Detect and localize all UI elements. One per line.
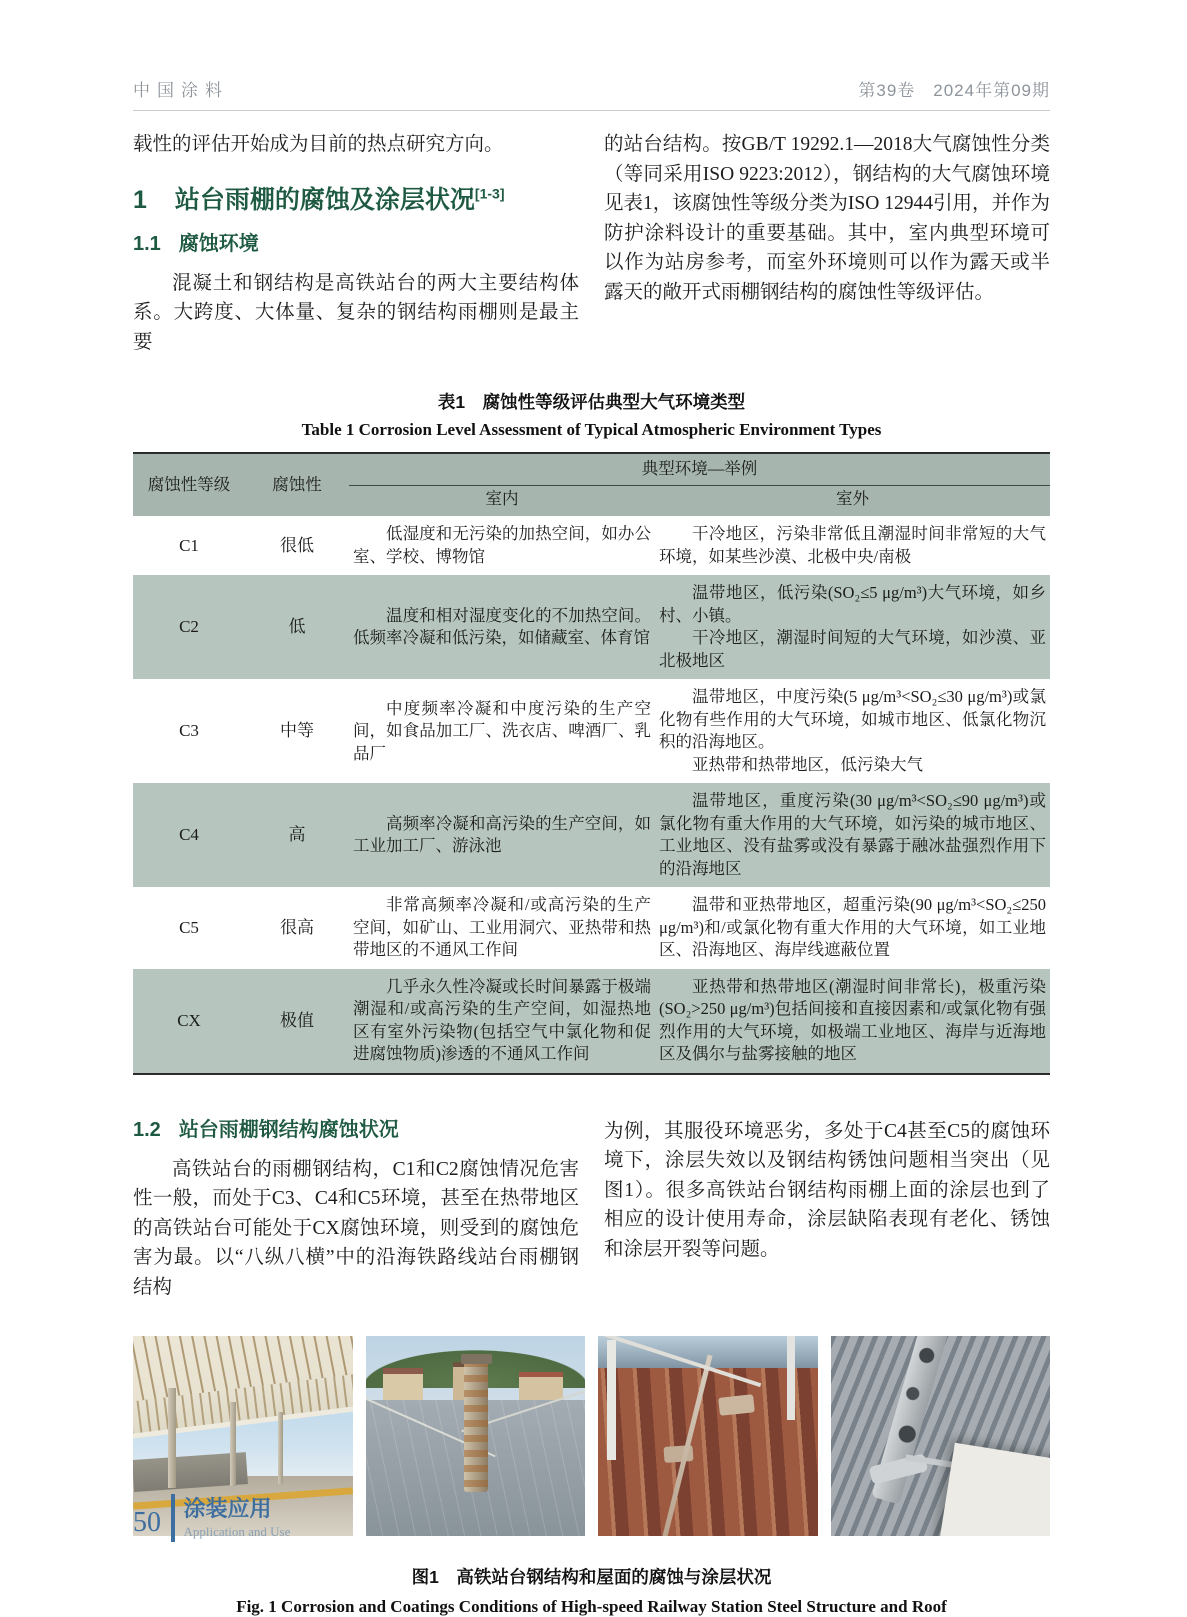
volume-issue: 第39卷 2024年第09期 xyxy=(858,81,1050,100)
section-1-1-heading xyxy=(133,231,579,257)
photo-white-wall xyxy=(936,1443,1050,1536)
header-environment-group: 典型环境—举例 xyxy=(349,453,1050,485)
photo-rusty-roof xyxy=(598,1368,818,1536)
outdoor-cell: 温带地区，中度污染(5 μg/m³<SO₂≤30 μg/m³)或氯化物有些作用的大气环境，如城市地区、低氯化物沉积的沿海地区。 亚热带和热带地区，低污染大气 xyxy=(659,687,1046,774)
photo-white-pole xyxy=(787,1336,795,1420)
level-cell: 中等 xyxy=(280,721,314,740)
indoor-cell: 高频率冷凝和高污染的生产空间，如工业加工厂、游泳池 xyxy=(353,813,651,856)
grade-cell: C1 xyxy=(179,535,199,555)
header-indoor: 室内 xyxy=(485,488,519,508)
indoor-cell: 非常高频率冷凝和/或高污染的生产空间，如矿山、工业用洞穴、亚热带和热带地区的不通风工作间 xyxy=(353,895,651,960)
section-1-heading xyxy=(133,185,579,216)
table-row-c3 xyxy=(133,679,1050,783)
section-1-1-paragraph: 混凝土和钢结构是高铁站台的两大主要结构体系。大跨度、大体量、复杂的钢结构雨棚则是最主要 xyxy=(133,272,579,353)
photo-rusty-mast xyxy=(464,1360,488,1492)
section-1-title: 站台雨棚的腐蚀及涂层状况 xyxy=(174,185,475,214)
section-1-2-title: 站台雨棚钢结构腐蚀状况 xyxy=(178,1118,399,1141)
section-1-2-left-column xyxy=(133,1117,579,1303)
outdoor-cell: 温带和亚热带地区，超重污染(90 μg/m³<SO₂≤250 μg/m³)和/或氯化物有重大作用的大气环境，如工业地区、沿海地区、海岸线遮蔽位置 xyxy=(659,895,1046,960)
intro-left-column xyxy=(133,130,579,357)
intro-left-paragraph: 载性的评估开始成为目前的热点研究方向。 xyxy=(133,134,504,155)
footer-section-cn: 涂装应用 xyxy=(183,1495,272,1521)
section-1-2-number: 1.2 xyxy=(133,1118,161,1141)
corrosion-table xyxy=(133,452,1050,1075)
page-number: 50 xyxy=(133,1507,161,1538)
section-1-2-left-paragraph: 高铁站台的雨棚钢结构，C1和C2腐蚀情况危害性一般，而处于C3、C4和C5环境，甚至在热带地区的高铁站台可能处于CX腐蚀环境，则受到的腐蚀危害为最。以“八纵八横”中的沿海铁路线站台雨棚钢结构 xyxy=(133,1158,579,1298)
grade-cell: C2 xyxy=(179,617,199,636)
table-row-c2 xyxy=(133,575,1050,679)
level-cell: 很高 xyxy=(280,917,314,937)
photo-peeling-coating-strut xyxy=(831,1336,1051,1536)
table-header xyxy=(133,453,1050,516)
header-grade: 腐蚀性等级 xyxy=(147,475,231,494)
table-1-title-en: Table 1 Corrosion Level Assessment of Typical Atmospheric Environment Types xyxy=(301,420,882,440)
header-outdoor: 室外 xyxy=(836,488,869,508)
table-row-cx xyxy=(133,969,1050,1074)
table-row-c4 xyxy=(133,783,1050,887)
level-cell: 高 xyxy=(288,825,306,844)
outdoor-cell: 干冷地区，污染非常低且潮湿时间非常短的大气环境，如某些沙漠、北极中央/南极 xyxy=(659,524,1046,566)
section-1-1-title: 腐蚀环境 xyxy=(178,232,259,255)
photo-roof-rusty-mast xyxy=(366,1336,586,1536)
indoor-cell: 温度和相对湿度变化的不加热空间。低频率冷凝和低污染，如储藏室、体育馆 xyxy=(353,605,651,648)
section-1-2-heading xyxy=(133,1117,579,1143)
outdoor-cell: 亚热带和热带地区(潮湿时间非常长)，极重污染(SO₂>250 μg/m³)包括间接和直接因素和/或氯化物有强烈作用的大气环境，如极端工业地区、海岸与近海地区及偶尔与盐雾接触的地区 xyxy=(659,976,1046,1064)
photo-column xyxy=(168,1388,176,1488)
section-1-2-right-column xyxy=(604,1117,1050,1303)
section-1-2-columns xyxy=(133,1117,1050,1303)
level-cell: 很低 xyxy=(280,535,314,555)
section-1-2-right-paragraph: 为例，其服役环境恶劣，多处于C4甚至C5的腐蚀环境下，涂层失效以及钢结构锈蚀问题相当突出（见图1）。很多高铁站台钢结构雨棚上面的涂层也到了相应的设计使用寿命，涂层缺陷表现有老化、锈蚀和涂层开裂等问题。 xyxy=(604,1120,1050,1260)
indoor-cell: 几乎永久性冷凝或长时间暴露于极端潮湿和/或高污染的生产空间，如湿热地区有室外污染物(包括空气中氯化物和促进腐蚀物质)渗透的不通风工作间 xyxy=(353,976,651,1064)
grade-cell: C5 xyxy=(179,917,199,937)
intro-right-column xyxy=(604,130,1050,357)
figure-1-caption-en: Fig. 1 Corrosion and Coatings Conditions of High-speed Railway Station Steel Structure and Roof xyxy=(236,1597,947,1617)
photo-column xyxy=(230,1402,236,1486)
indoor-cell: 中度频率冷凝和中度污染的生产空间，如食品加工厂、洗衣店、啤酒厂、乳品厂 xyxy=(353,698,651,763)
journal-name: 中国涂料 xyxy=(133,81,229,100)
intro-right-paragraph: 的站台结构。按GB/T 19292.1—2018大气腐蚀性分类（等同采用ISO 9223:2012），钢结构的大气腐蚀环境见表1，该腐蚀性等级分类为ISO 12944引用，并作为防护涂料设计的重要基础。其中，室内典型环境可以作为站房参考，而室外环境则可以作为露天或半露天的敞开式雨棚钢结构的腐蚀性等级评估。 xyxy=(604,134,1050,303)
outdoor-cell: 温带地区，重度污染(30 μg/m³<SO₂≤90 μg/m³)或氯化物有重大作用的大气环境，如污染的城市地区、工业地区、没有盐雾或没有暴露于融冰盐强烈作用下的沿海地区 xyxy=(659,791,1046,878)
footer-section-en: Application and Use xyxy=(183,1524,291,1540)
photo-corroded-roof-panels xyxy=(598,1336,818,1536)
page-footer xyxy=(133,1494,290,1542)
running-head xyxy=(133,76,1050,111)
page-content xyxy=(133,130,1050,1617)
table-row-c1 xyxy=(133,516,1050,575)
footer-section xyxy=(184,1496,291,1540)
outdoor-cell: 温带地区，低污染(SO₂≤5 μg/m³)大气环境，如乡村、小镇。 干冷地区，潮湿时间短的大气环境，如沙漠、亚北极地区 xyxy=(659,583,1046,670)
section-1-reference: [1-3] xyxy=(474,185,505,202)
intro-columns xyxy=(133,130,1050,357)
grade-cell: C3 xyxy=(179,721,199,740)
table-1-title-cn: 表1 腐蚀性等级评估典型大气环境类型 xyxy=(437,392,746,413)
level-cell: 低 xyxy=(288,617,306,636)
photo-mast-cap xyxy=(461,1354,492,1364)
section-1-1-number: 1.1 xyxy=(133,232,161,255)
grade-cell: C4 xyxy=(179,825,199,844)
grade-cell: CX xyxy=(177,1010,201,1030)
indoor-cell: 低湿度和无污染的加热空间，如办公室、学校、博物馆 xyxy=(353,524,651,566)
table-row-c5 xyxy=(133,887,1050,969)
figure-1-caption-cn: 图1 高铁站台钢结构和屋面的腐蚀与涂层状况 xyxy=(411,1567,772,1588)
header-level: 腐蚀性 xyxy=(272,475,322,494)
section-1-number: 1 xyxy=(133,185,147,214)
level-cell: 极值 xyxy=(280,1010,314,1030)
photo-column xyxy=(278,1412,283,1484)
footer-divider xyxy=(171,1494,175,1542)
photo-white-pole xyxy=(607,1340,616,1460)
